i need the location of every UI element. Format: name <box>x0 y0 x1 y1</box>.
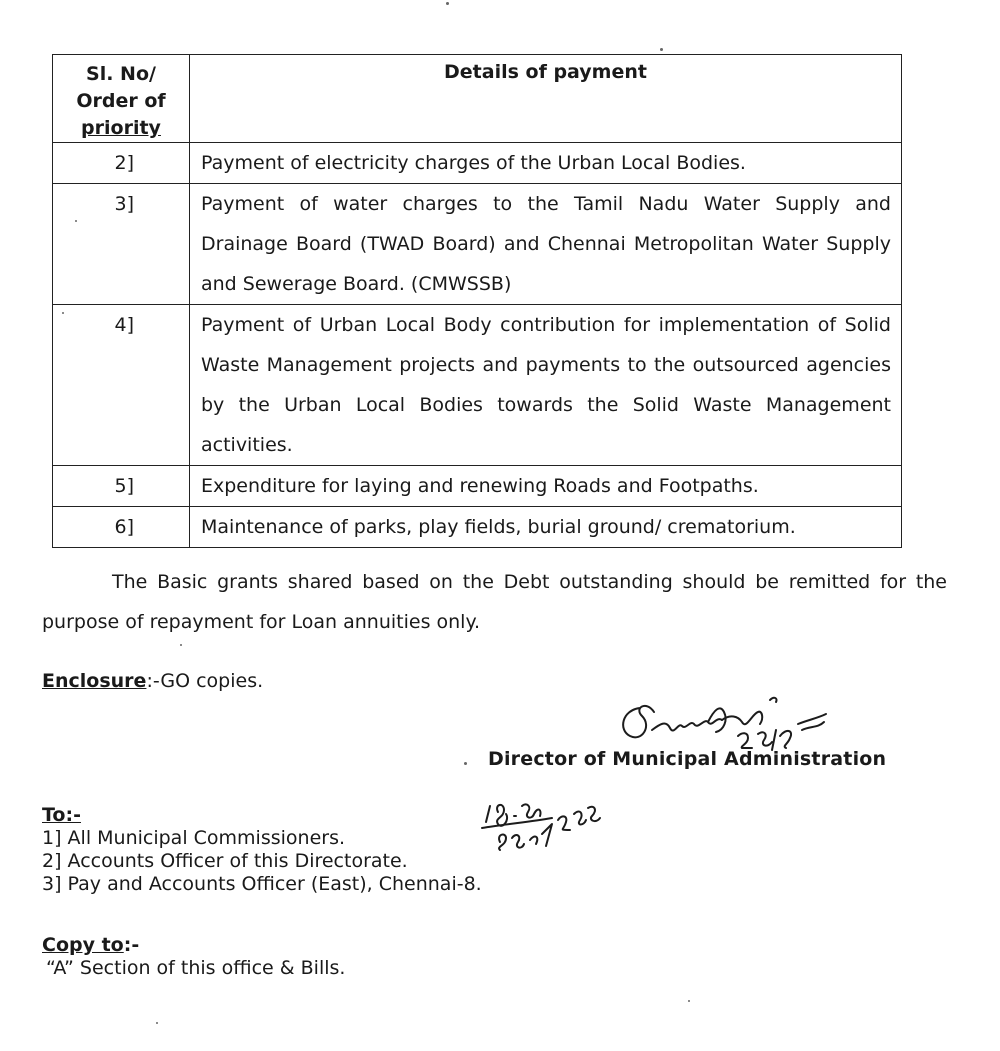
handwritten-date-stamp <box>476 790 606 860</box>
scan-speck <box>660 48 663 51</box>
recipient-item: 1] All Municipal Commissioners. <box>42 827 346 849</box>
row-sl-number: 3] <box>53 184 190 305</box>
copy-to-label: Copy to <box>42 934 124 956</box>
table-row <box>53 507 902 548</box>
recipients-block <box>42 804 482 896</box>
scan-speck <box>464 762 467 765</box>
table-header-row <box>53 55 902 143</box>
scan-speck <box>156 1022 158 1024</box>
scan-speck <box>62 312 64 314</box>
table-row <box>53 184 902 305</box>
copy-to-block <box>42 934 345 980</box>
table-row <box>53 143 902 184</box>
payment-priority-table <box>52 54 902 548</box>
row-details: Payment of electricity charges of the Urban Local Bodies. <box>190 143 902 184</box>
row-sl-number: 4] <box>53 305 190 466</box>
table-row <box>53 305 902 466</box>
scan-speck <box>75 220 77 222</box>
row-details: Expenditure for laying and renewing Roads and Footpaths. <box>190 466 902 507</box>
row-sl-number: 6] <box>53 507 190 548</box>
scan-speck <box>688 1000 690 1002</box>
enclosure-line <box>42 670 263 692</box>
signatory-designation: Director of Municipal Administration <box>488 748 887 770</box>
row-sl-number: 5] <box>53 466 190 507</box>
copy-to-suffix: :- <box>123 934 140 956</box>
copy-to-item: “A” Section of this office & Bills. <box>46 957 346 979</box>
row-sl-number: 2] <box>53 143 190 184</box>
scan-speck <box>446 2 449 5</box>
recipient-item: 3] Pay and Accounts Officer (East), Chennai-8. <box>42 873 482 895</box>
to-label: To:- <box>42 804 81 826</box>
row-details: Payment of water charges to the Tamil Nadu Water Supply and Drainage Board (TWAD Board) and Chennai Metropolitan Water Supply and Sewerage Board. (CMWSSB) <box>190 184 902 305</box>
scan-speck <box>180 644 182 646</box>
enclosure-text: :-GO copies. <box>146 670 264 692</box>
recipient-item: 2] Accounts Officer of this Directorate. <box>42 850 408 872</box>
copy-to-heading <box>42 934 139 956</box>
row-details: Maintenance of parks, play fields, burial ground/ crematorium. <box>190 507 902 548</box>
header-details: Details of payment <box>190 55 902 143</box>
enclosure-label: Enclosure <box>42 670 147 692</box>
header-sl-no: Sl. No/ Order of priority <box>53 55 190 143</box>
table-row <box>53 466 902 507</box>
body-paragraph: The Basic grants shared based on the Debt outstanding should be remitted for the purpose of repayment for Loan annuities only. <box>42 571 947 633</box>
row-details: Payment of Urban Local Body contribution for implementation of Solid Waste Management projects and payments to the outsourced agencies by the Urban Local Bodies towards the Solid Waste Management activities. <box>190 305 902 466</box>
